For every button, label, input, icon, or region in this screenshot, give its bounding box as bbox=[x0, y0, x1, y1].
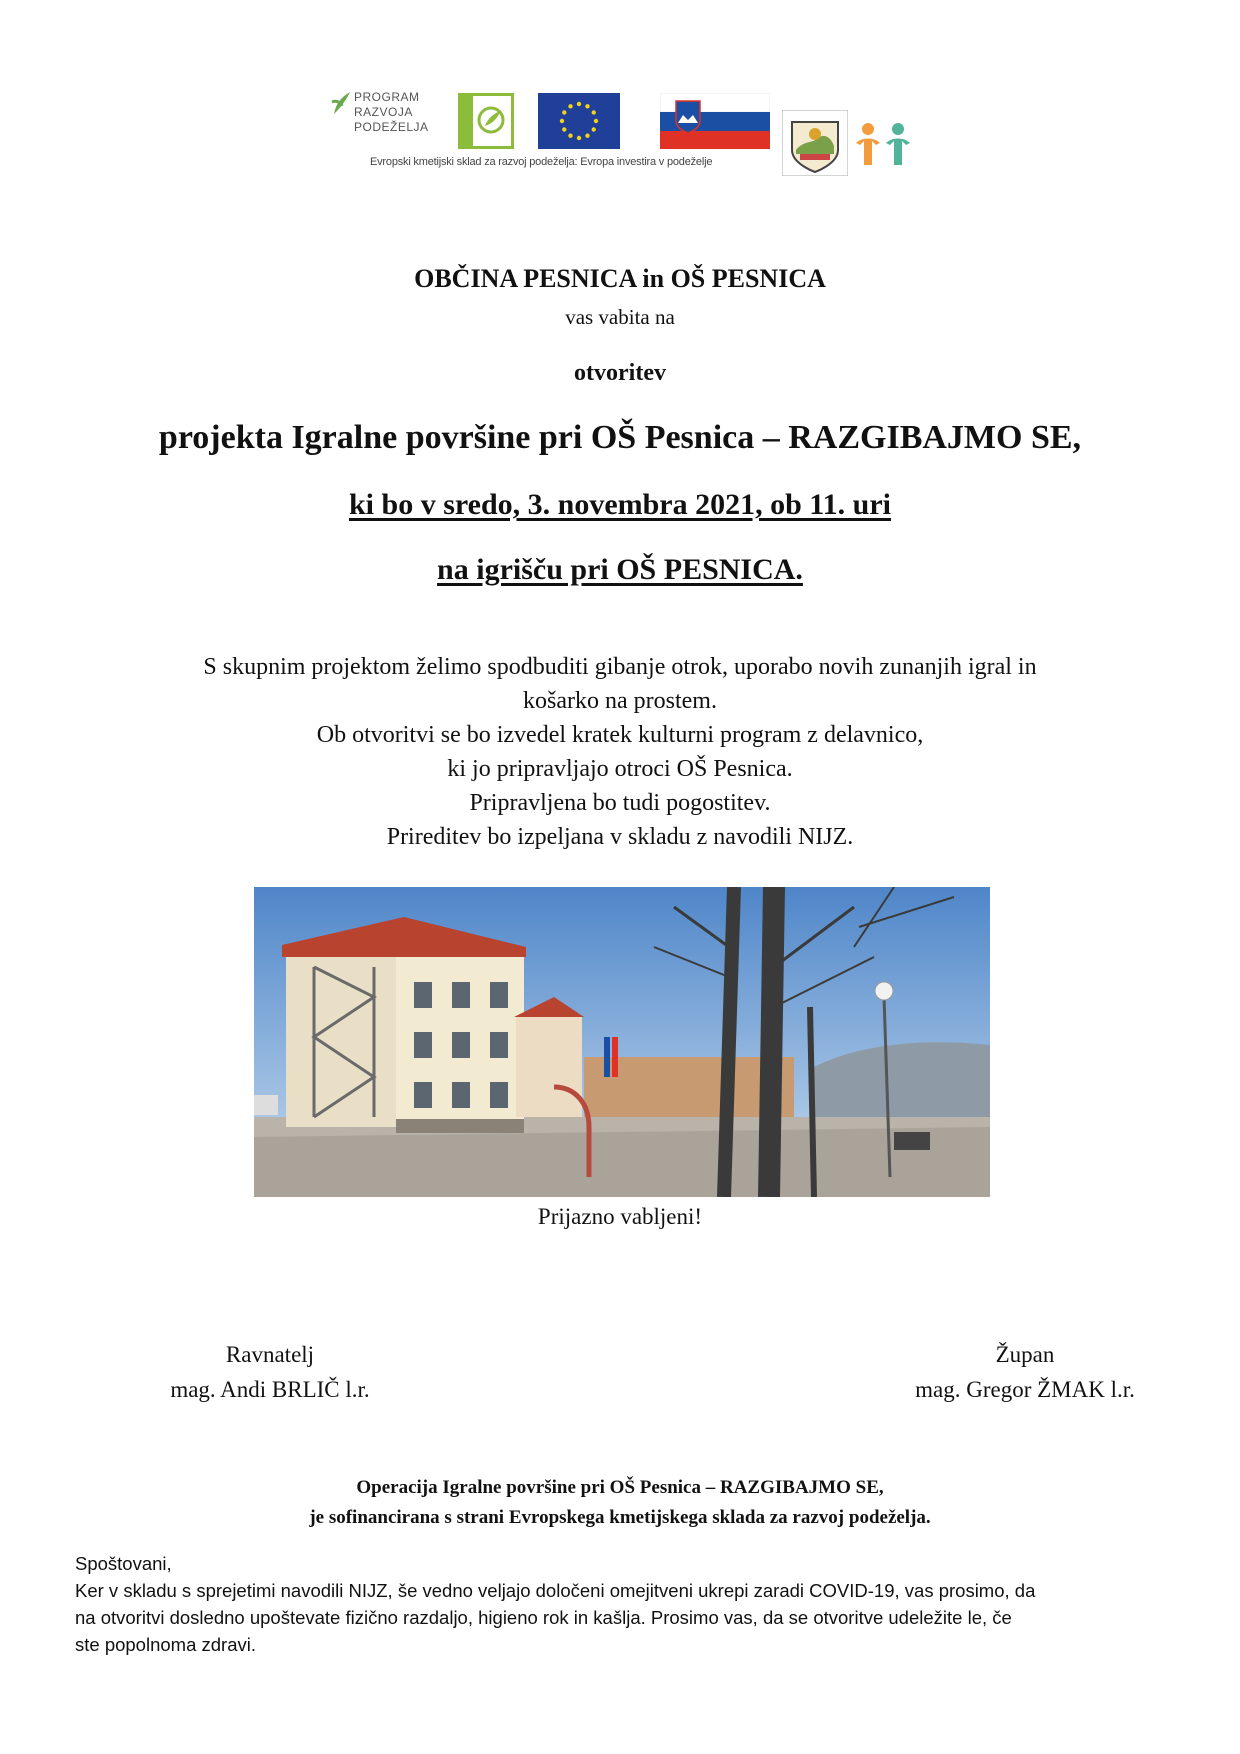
notice-line: Spoštovani, bbox=[75, 1553, 172, 1574]
mayor-title: Župan bbox=[995, 1342, 1055, 1367]
body-line: S skupnim projektom želimo spodbuditi gibanje otrok, uporabo novih zunanjih igral in bbox=[203, 654, 1037, 680]
invitation-body bbox=[0, 650, 1240, 854]
notice-line: na otvoritvi dosledno upoštevate fizično razdaljo, higieno rok in kašlja. Prosimo vas, da se otvoritve udeležite le, če bbox=[75, 1607, 1012, 1628]
closing-greeting: Prijazno vabljeni! bbox=[537, 1204, 703, 1229]
funding-line: Operacija Igralne površine pri OŠ Pesnica – RAZGIBAJMO SE, bbox=[356, 1477, 884, 1498]
organizers-heading: OBČINA PESNICA in OŠ PESNICA bbox=[414, 264, 826, 293]
principal-title: Ravnatelj bbox=[225, 1342, 315, 1367]
notice-line: Ker v skladu s sprejetimi navodili NIJZ, še vedno veljajo določeni omejitveni ukrepi zaradi COVID-19, vas prosimo, da bbox=[75, 1580, 1036, 1601]
leaf-logo-icon bbox=[330, 88, 354, 118]
children-logo-icon bbox=[850, 115, 920, 175]
body-line: ki jo pripravljajo otroci OŠ Pesnica. bbox=[447, 756, 793, 782]
principal-signature bbox=[140, 1337, 400, 1407]
project-title: projekta Igralne površine pri OŠ Pesnica – RAZGIBAJMO SE, bbox=[158, 419, 1082, 456]
body-line: Ob otvoritvi se bo izvedel kratek kulturni program z delavnico, bbox=[316, 722, 924, 748]
notice-line: ste popolnoma zdravi. bbox=[75, 1634, 256, 1655]
event-location: na igrišču pri OŠ PESNICA. bbox=[437, 553, 803, 586]
covid-notice bbox=[75, 1550, 1175, 1658]
program-line: PROGRAM bbox=[354, 90, 420, 104]
mayor-signature bbox=[880, 1337, 1170, 1407]
mayor-name: mag. Gregor ŽMAK l.r. bbox=[915, 1377, 1135, 1402]
program-line: RAZVOJA bbox=[354, 105, 413, 119]
leader-logo-icon bbox=[458, 93, 514, 149]
eafrd-caption: Evropski kmetijski sklad za razvoj podeželja: Evropa investira v podeželje bbox=[370, 156, 713, 168]
invite-text: vas vabita na bbox=[565, 305, 675, 329]
school-photo bbox=[254, 887, 990, 1197]
funding-line: je sofinancirana s strani Evropskega kmetijskega sklada za razvoj podeželja. bbox=[309, 1507, 931, 1528]
eu-flag-icon bbox=[538, 93, 620, 149]
body-line: Prireditev bo izpeljana v skladu z navodili NIJZ. bbox=[386, 824, 854, 850]
event-title: otvoritev bbox=[574, 360, 666, 386]
event-date: ki bo v sredo, 3. novembra 2021, ob 11. uri bbox=[348, 488, 891, 521]
body-line: košarko na prostem. bbox=[523, 688, 717, 714]
program-line: PODEŽELJA bbox=[354, 120, 429, 134]
body-line: Pripravljena bo tudi pogostitev. bbox=[469, 790, 771, 816]
slovenia-flag-icon bbox=[660, 93, 770, 149]
principal-name: mag. Andi BRLIČ l.r. bbox=[170, 1377, 370, 1402]
funding-note bbox=[0, 1473, 1240, 1533]
rural-development-program-logo bbox=[330, 84, 440, 154]
logo-strip bbox=[330, 80, 930, 180]
